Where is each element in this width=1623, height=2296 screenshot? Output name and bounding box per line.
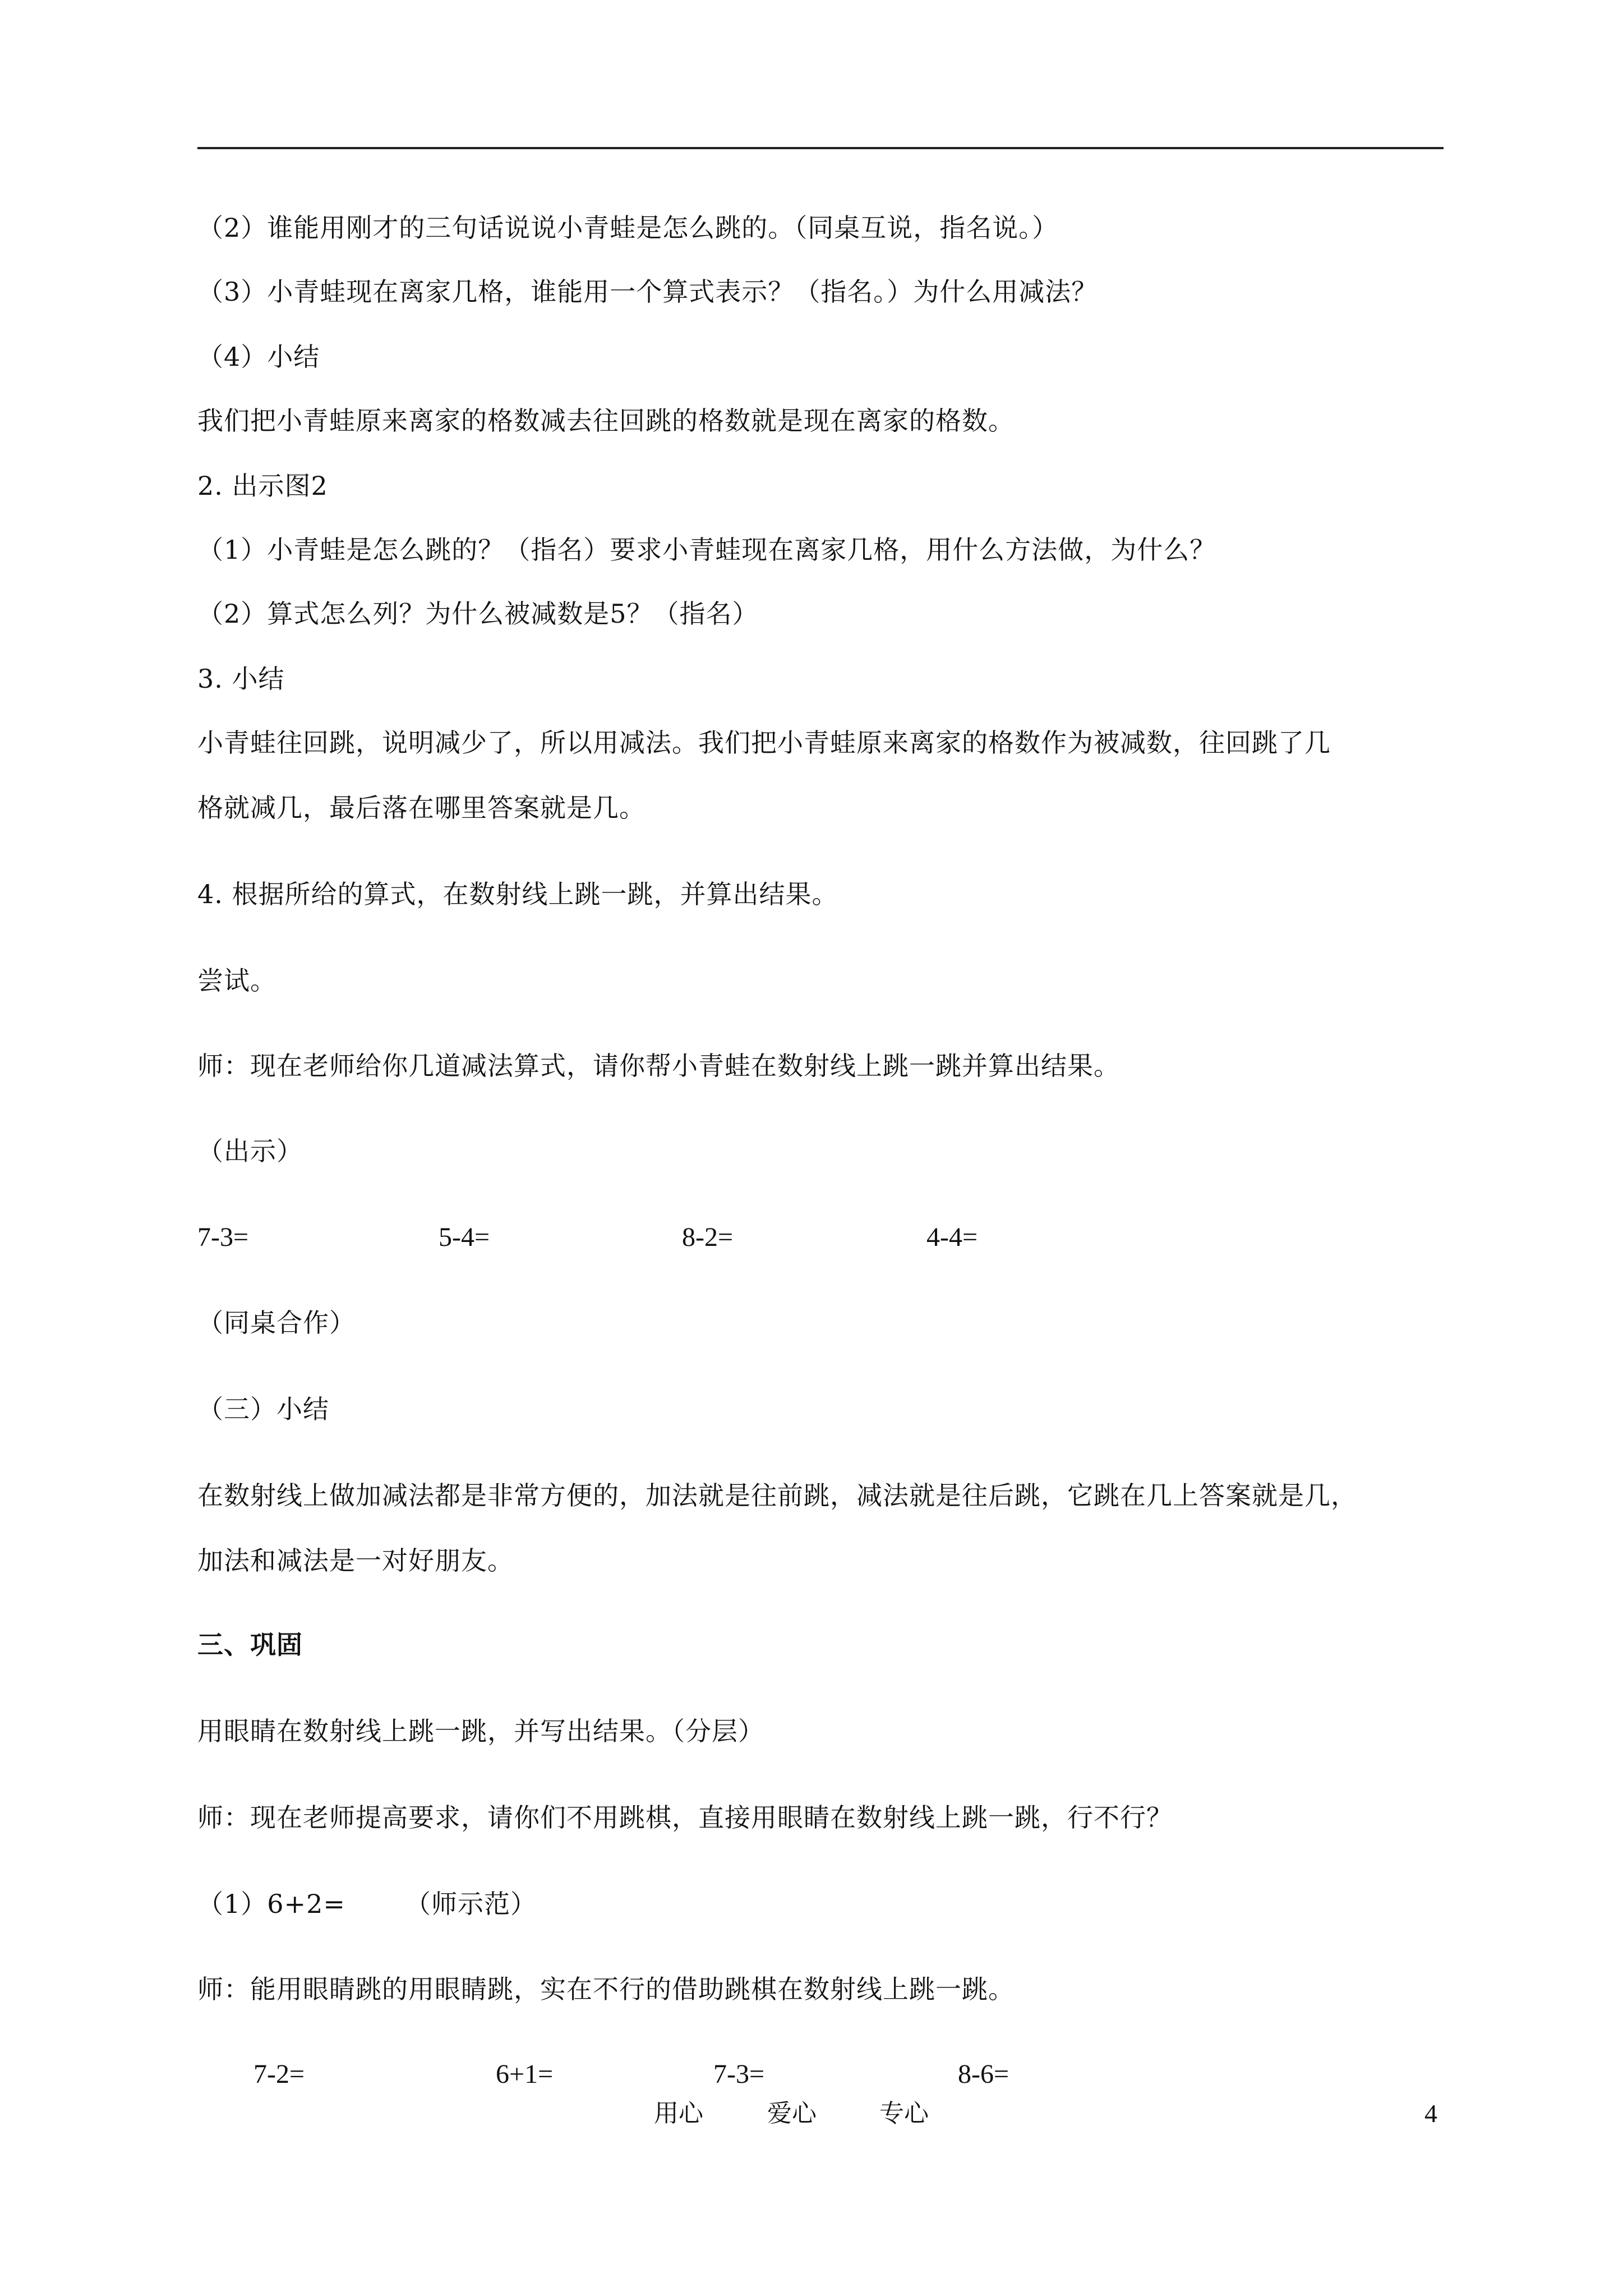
equation: 5-4= [439,1222,490,1252]
equation: 6+1= [496,2059,554,2089]
text-line: 格就减几，最后落在哪里答案就是几。 [197,793,645,823]
text-line: （3）小青蛙现在离家几格，谁能用一个算式表示？（指名。）为什么用减法？ [197,277,1098,307]
footer-item: 爱心 [767,2099,817,2128]
text-line: （4）小结 [197,342,320,372]
text-line: 师：现在老师给你几道减法算式，请你帮小青蛙在数射线上跳一跳并算出结果。 [197,1051,1120,1081]
text-line: 在数射线上做加减法都是非常方便的，加法就是往前跳，减法就是往后跳，它跳在几上答案就是几， [197,1480,1357,1511]
section-heading: 三、巩固 [197,1630,303,1660]
text-line: （同桌合作） [197,1308,356,1338]
equation: 7-3= [713,2059,765,2089]
text-line: 2. 出示图2 [197,471,328,501]
text-line: （师示范） [405,1889,537,1919]
equation: 7-2= [253,2059,305,2089]
footer-item: 用心 [654,2099,703,2128]
text-line: （2）谁能用刚才的三句话说说小青蛙是怎么跳的。（同桌互说，指名说。） [197,213,1059,243]
footer-item: 专心 [879,2099,929,2128]
text-line: 加法和减法是一对好朋友。 [197,1545,514,1576]
header-rule [197,147,1444,149]
text-line: 小青蛙往回跳，说明减少了，所以用减法。我们把小青蛙原来离家的格数作为被减数，往回跳了几 [197,728,1331,758]
text-line: （出示） [197,1136,303,1166]
text-line: 3. 小结 [197,664,285,694]
text-line: 师：能用眼睛跳的用眼睛跳，实在不行的借助跳棋在数射线上跳一跳。 [197,1974,1015,2004]
text-line: 用眼睛在数射线上跳一跳，并写出结果。（分层） [197,1716,764,1746]
text-line: 尝试。 [197,965,276,996]
text-line: （三）小结 [197,1394,329,1424]
text-line: 师：现在老师提高要求，请你们不用跳棋，直接用眼睛在数射线上跳一跳，行不行？ [197,1802,1173,1833]
text-line: （1）小青蛙是怎么跳的？（指名）要求小青蛙现在离家几格，用什么方法做，为什么？ [197,535,1216,565]
page-number: 4 [1424,2099,1437,2128]
equation: 4-4= [926,1222,978,1252]
text-line: （2）算式怎么列？为什么被减数是5？（指名） [197,599,759,629]
text-line: （1）6+2= [197,1889,345,1919]
equation: 8-6= [958,2059,1009,2089]
text-line: 我们把小青蛙原来离家的格数减去往回跳的格数就是现在离家的格数。 [197,406,1015,436]
equation: 7-3= [197,1222,249,1252]
equation: 8-2= [682,1222,734,1252]
text-line: 4. 根据所给的算式，在数射线上跳一跳，并算出结果。 [197,879,838,909]
